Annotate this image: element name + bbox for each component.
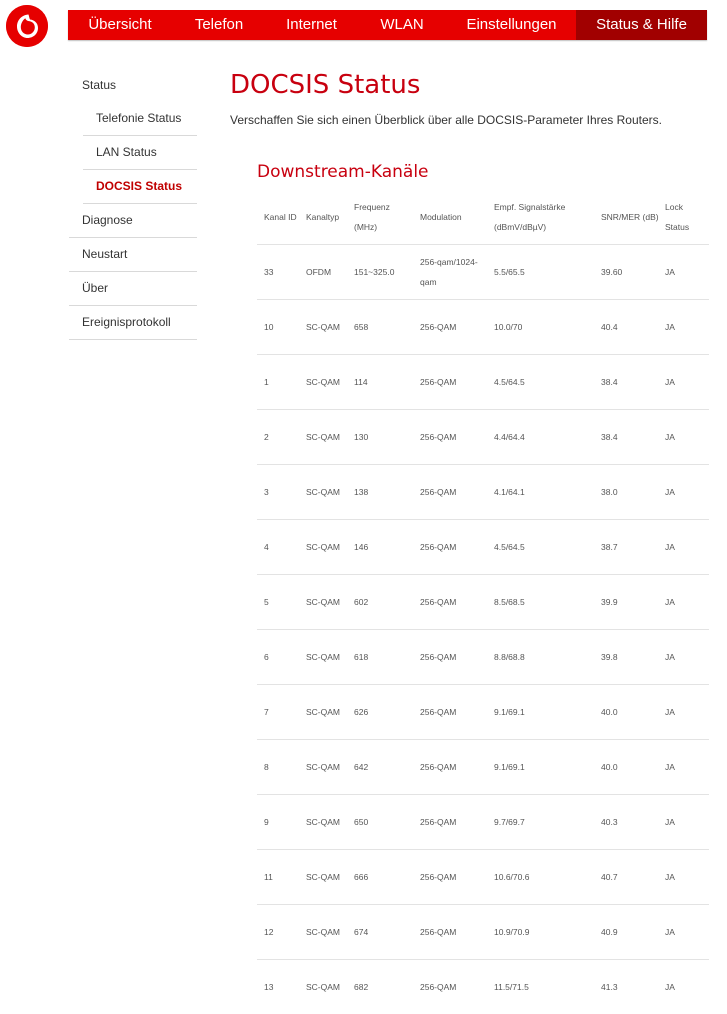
- nav-status-hilfe[interactable]: Status & Hilfe: [576, 10, 707, 40]
- cell-kanal-id: 7: [264, 707, 269, 717]
- table-row: [257, 685, 709, 740]
- sidebar-item-telefonie-status[interactable]: Telefonie Status: [83, 102, 197, 136]
- cell-kanaltyp: SC-QAM: [306, 707, 340, 717]
- table-row: [257, 355, 709, 410]
- cell-frequenz: 151~325.0: [354, 267, 395, 277]
- cell-snr-mer: 39.8: [601, 652, 618, 662]
- cell-snr-mer: 40.3: [601, 817, 618, 827]
- cell-kanaltyp: OFDM: [306, 267, 332, 277]
- cell-frequenz: 650: [354, 817, 369, 827]
- cell-signalstaerke: 11.5/71.5: [494, 982, 529, 992]
- cell-kanaltyp: SC-QAM: [306, 817, 340, 827]
- cell-kanaltyp: SC-QAM: [306, 432, 340, 442]
- cell-lock-status: JA: [665, 982, 675, 992]
- table-row: [257, 905, 709, 960]
- cell-modulation: 256-QAM: [420, 652, 457, 662]
- cell-modulation: 256-QAM: [420, 377, 457, 387]
- cell-snr-mer: 39.60: [601, 267, 623, 277]
- table-row: [257, 740, 709, 795]
- cell-frequenz: 130: [354, 432, 369, 442]
- sidebar-item-ereignisprotokoll[interactable]: Ereignisprotokoll: [69, 306, 197, 340]
- cell-modulation: 256-QAM: [420, 322, 457, 332]
- cell-snr-mer: 38.7: [601, 542, 618, 552]
- cell-kanal-id: 13: [264, 982, 274, 992]
- cell-snr-mer: 40.4: [601, 322, 618, 332]
- cell-modulation: 256-QAM: [420, 542, 457, 552]
- cell-kanal-id: 33: [264, 267, 274, 277]
- cell-kanal-id: 3: [264, 487, 269, 497]
- sidebar-item-neustart[interactable]: Neustart: [69, 238, 197, 272]
- header-signalstaerke: Empf. Signalstärke (dBmV/dBµV): [494, 202, 566, 232]
- cell-kanaltyp: SC-QAM: [306, 982, 340, 992]
- page-intro: Verschaffen Sie sich einen Überblick über alle DOCSIS-Parameter Ihres Routers.: [230, 113, 662, 127]
- cell-modulation: 256-QAM: [420, 432, 457, 442]
- cell-kanal-id: 8: [264, 762, 269, 772]
- cell-signalstaerke: 4.1/64.1: [494, 487, 525, 497]
- table-row: [257, 630, 709, 685]
- table-row: [257, 520, 709, 575]
- cell-signalstaerke: 8.5/68.5: [494, 597, 525, 607]
- cell-lock-status: JA: [665, 597, 675, 607]
- cell-snr-mer: 38.0: [601, 487, 618, 497]
- header-kanal-id: Kanal ID: [264, 212, 297, 222]
- cell-signalstaerke: 10.0/70: [494, 322, 523, 332]
- vodafone-logo-icon[interactable]: [6, 5, 48, 47]
- cell-modulation: 256-QAM: [420, 982, 457, 992]
- cell-snr-mer: 40.0: [601, 707, 618, 717]
- cell-lock-status: JA: [665, 432, 675, 442]
- cell-signalstaerke: 4.5/64.5: [494, 377, 525, 387]
- nav-internet[interactable]: Internet: [286, 16, 337, 33]
- cell-kanaltyp: SC-QAM: [306, 322, 340, 332]
- nav-uebersicht[interactable]: Übersicht: [88, 16, 152, 33]
- cell-modulation: 256-QAM: [420, 707, 457, 717]
- cell-snr-mer: 38.4: [601, 377, 618, 387]
- cell-signalstaerke: 5.5/65.5: [494, 267, 525, 277]
- cell-kanal-id: 9: [264, 817, 269, 827]
- cell-lock-status: JA: [665, 707, 675, 717]
- cell-kanal-id: 10: [264, 322, 274, 332]
- cell-lock-status: JA: [665, 322, 675, 332]
- sidebar-item-diagnose[interactable]: Diagnose: [69, 204, 197, 238]
- cell-frequenz: 682: [354, 982, 369, 992]
- cell-kanaltyp: SC-QAM: [306, 377, 340, 387]
- table-row: [257, 575, 709, 630]
- table-row: [257, 300, 709, 355]
- cell-kanal-id: 11: [264, 872, 273, 882]
- section-title-downstream: Downstream-Kanäle: [257, 162, 429, 182]
- cell-signalstaerke: 8.8/68.8: [494, 652, 525, 662]
- table-row: [257, 465, 709, 520]
- cell-kanal-id: 1: [264, 377, 269, 387]
- cell-signalstaerke: 9.1/69.1: [494, 762, 525, 772]
- cell-snr-mer: 40.9: [601, 927, 618, 937]
- cell-snr-mer: 38.4: [601, 432, 618, 442]
- cell-snr-mer: 39.9: [601, 597, 618, 607]
- cell-frequenz: 666: [354, 872, 369, 882]
- cell-kanal-id: 6: [264, 652, 269, 662]
- table-row: [257, 245, 709, 300]
- header-lock-status: Lock Status: [665, 202, 690, 232]
- downstream-table: [257, 190, 709, 1014]
- sidebar: [69, 69, 197, 340]
- cell-signalstaerke: 9.7/69.7: [494, 817, 525, 827]
- cell-lock-status: JA: [665, 377, 675, 387]
- cell-modulation: 256-QAM: [420, 597, 457, 607]
- cell-kanal-id: 5: [264, 597, 269, 607]
- table-row: [257, 960, 709, 1014]
- cell-kanal-id: 2: [264, 432, 269, 442]
- cell-kanal-id: 4: [264, 542, 269, 552]
- cell-modulation: 256-QAM: [420, 817, 457, 827]
- cell-frequenz: 658: [354, 322, 369, 332]
- cell-kanaltyp: SC-QAM: [306, 542, 340, 552]
- header-modulation: Modulation: [420, 212, 462, 222]
- cell-kanaltyp: SC-QAM: [306, 597, 340, 607]
- cell-lock-status: JA: [665, 267, 675, 277]
- cell-kanaltyp: SC-QAM: [306, 652, 340, 662]
- cell-kanal-id: 12: [264, 927, 274, 937]
- table-header: [257, 190, 709, 245]
- header-frequenz: Frequenz (MHz): [354, 202, 390, 232]
- table-row: [257, 410, 709, 465]
- cell-signalstaerke: 9.1/69.1: [494, 707, 525, 717]
- cell-modulation: 256-QAM: [420, 872, 457, 882]
- header-kanaltyp: Kanaltyp: [306, 212, 340, 222]
- nav-telefon[interactable]: Telefon: [194, 16, 244, 33]
- cell-snr-mer: 41.3: [601, 982, 618, 992]
- sidebar-item-lan-status[interactable]: LAN Status: [83, 136, 197, 170]
- cell-frequenz: 626: [354, 707, 369, 717]
- sidebar-item-docsis-status[interactable]: DOCSIS Status: [83, 170, 197, 204]
- cell-frequenz: 138: [354, 487, 369, 497]
- cell-modulation: 256-QAM: [420, 927, 457, 937]
- table-row: [257, 850, 709, 905]
- cell-lock-status: JA: [665, 652, 675, 662]
- header-snr-mer: SNR/MER (dB): [601, 212, 659, 222]
- cell-lock-status: JA: [665, 487, 675, 497]
- cell-frequenz: 602: [354, 597, 369, 607]
- cell-lock-status: JA: [665, 762, 675, 772]
- table-row: [257, 795, 709, 850]
- cell-frequenz: 114: [354, 377, 368, 387]
- nav-einstellungen[interactable]: Einstellungen: [466, 16, 557, 33]
- cell-kanaltyp: SC-QAM: [306, 762, 340, 772]
- cell-lock-status: JA: [665, 927, 675, 937]
- cell-modulation: 256-QAM: [420, 487, 457, 497]
- top-navigation: [68, 10, 707, 40]
- cell-lock-status: JA: [665, 542, 675, 552]
- cell-signalstaerke: 10.9/70.9: [494, 927, 530, 937]
- cell-signalstaerke: 10.6/70.6: [494, 872, 530, 882]
- table-body: [257, 245, 709, 1014]
- nav-wlan[interactable]: WLAN: [380, 16, 424, 33]
- cell-lock-status: JA: [665, 872, 675, 882]
- cell-frequenz: 146: [354, 542, 369, 552]
- cell-signalstaerke: 4.5/64.5: [494, 542, 525, 552]
- page-title: DOCSIS Status: [230, 70, 421, 100]
- cell-frequenz: 642: [354, 762, 369, 772]
- cell-kanaltyp: SC-QAM: [306, 927, 340, 937]
- cell-modulation: 256-qam/1024-qam: [420, 257, 478, 287]
- sidebar-item-ueber[interactable]: Über: [69, 272, 197, 306]
- cell-modulation: 256-QAM: [420, 762, 457, 772]
- cell-frequenz: 674: [354, 927, 369, 937]
- cell-signalstaerke: 4.4/64.4: [494, 432, 525, 442]
- cell-frequenz: 618: [354, 652, 369, 662]
- cell-snr-mer: 40.7: [601, 872, 618, 882]
- cell-lock-status: JA: [665, 817, 675, 827]
- cell-kanaltyp: SC-QAM: [306, 487, 340, 497]
- cell-snr-mer: 40.0: [601, 762, 618, 772]
- cell-kanaltyp: SC-QAM: [306, 872, 340, 882]
- sidebar-item-status[interactable]: Status: [82, 78, 117, 92]
